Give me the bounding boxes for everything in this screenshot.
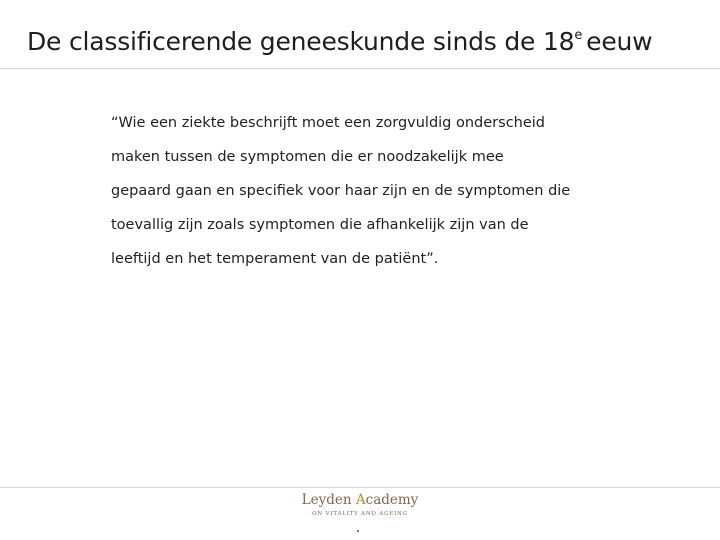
footer-divider <box>0 487 720 488</box>
slide-title-end: eeuw <box>586 27 653 56</box>
logo-tagline: ON VITALITY AND AGEING <box>312 511 408 517</box>
title-bar <box>0 0 720 70</box>
quote-block <box>111 106 601 276</box>
logo-accent-initial: A <box>355 492 366 508</box>
footer-dot <box>357 530 359 532</box>
leyden-academy-logo <box>300 491 420 525</box>
quote-line: maken tussen de symptomen die er noodzakelijk mee <box>111 149 504 165</box>
quote-line: “Wie een ziekte beschrijft moet een zorgvuldig onderscheid <box>111 115 546 131</box>
logo-word-leyden: Leyden <box>301 492 352 508</box>
quote-line: leeftijd en het temperament van de patiënt”. <box>111 251 439 267</box>
slide-title-main: De classificerende geneeskunde sinds de 18 <box>27 27 575 56</box>
logo-word-academy-rest: cademy <box>365 492 419 508</box>
quote-line: gepaard gaan en specifiek voor haar zijn en de symptomen die <box>111 183 571 199</box>
slide-title-superscript: e <box>574 28 583 43</box>
title-divider <box>0 68 720 69</box>
slide-title <box>27 26 652 58</box>
quote-line: toevallig zijn zoals symptomen die afhankelijk zijn van de <box>111 217 529 233</box>
logo-name <box>300 491 420 509</box>
